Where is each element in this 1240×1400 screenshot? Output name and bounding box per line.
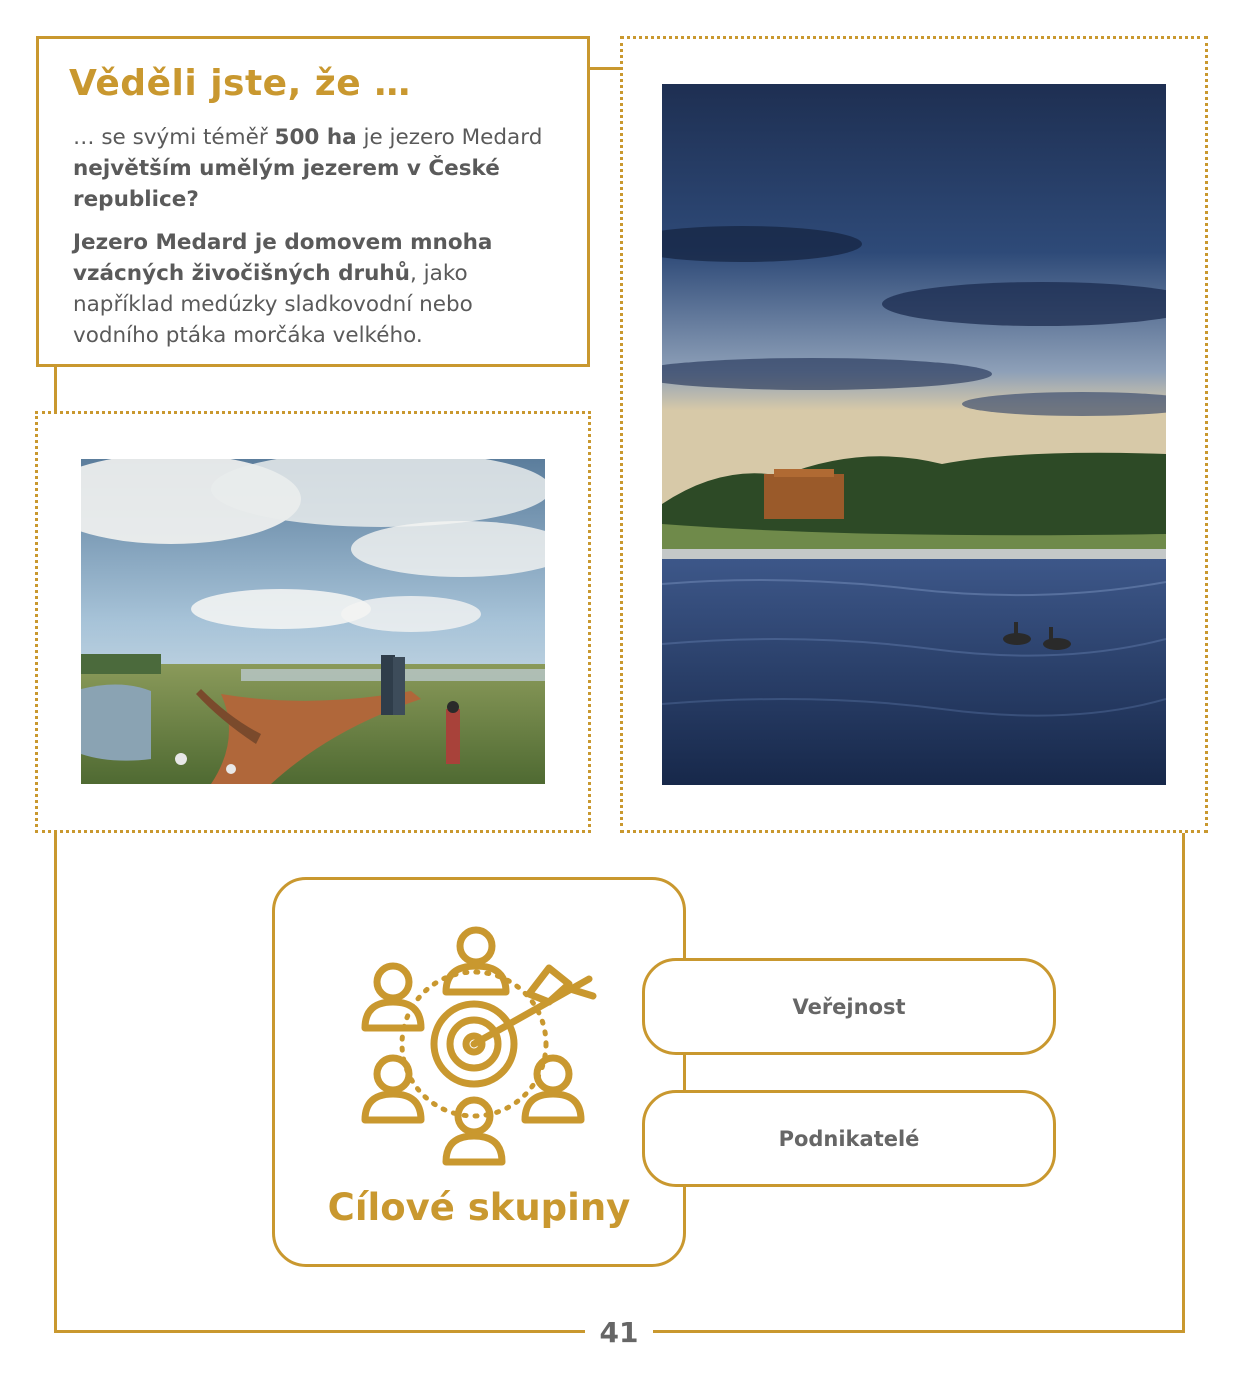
- frame-line-left: [54, 832, 57, 1332]
- target-group-public: Veřejnost: [642, 958, 1056, 1055]
- fact-text: , jako například medúzky sladkovodní nebo vodního ptáka morčáka velkého.: [73, 261, 473, 348]
- target-groups-title: Cílové skupiny: [327, 1186, 631, 1229]
- connector-line: [54, 366, 57, 414]
- target-audience-icon: [361, 924, 597, 1172]
- page-number: 41: [585, 1313, 653, 1353]
- frame-line-right: [1182, 832, 1185, 1332]
- did-you-know-fact-2: [73, 227, 557, 351]
- fact-emphasis: Jezero Medard je domovem mnoha vzácných živočišných druhů: [73, 230, 493, 286]
- lake-illustration: [662, 84, 1166, 785]
- connector-line: [589, 67, 623, 70]
- wetland-path-photo: [81, 459, 545, 784]
- did-you-know-box: [36, 36, 590, 367]
- target-group-entrepreneurs: Podnikatelé: [642, 1090, 1056, 1187]
- fact-text: … se svými téměř: [73, 125, 275, 150]
- did-you-know-title: Věděli jste, že …: [69, 63, 411, 104]
- lake-medard-photo: [662, 84, 1166, 785]
- fact-emphasis: největším umělým jezerem v České republice?: [73, 156, 500, 212]
- fact-text: je jezero Medard: [356, 125, 543, 150]
- fact-emphasis: 500 ha: [274, 125, 357, 150]
- did-you-know-fact-1: [73, 122, 557, 215]
- target-groups-card: [272, 877, 686, 1267]
- wetland-illustration: [81, 459, 545, 784]
